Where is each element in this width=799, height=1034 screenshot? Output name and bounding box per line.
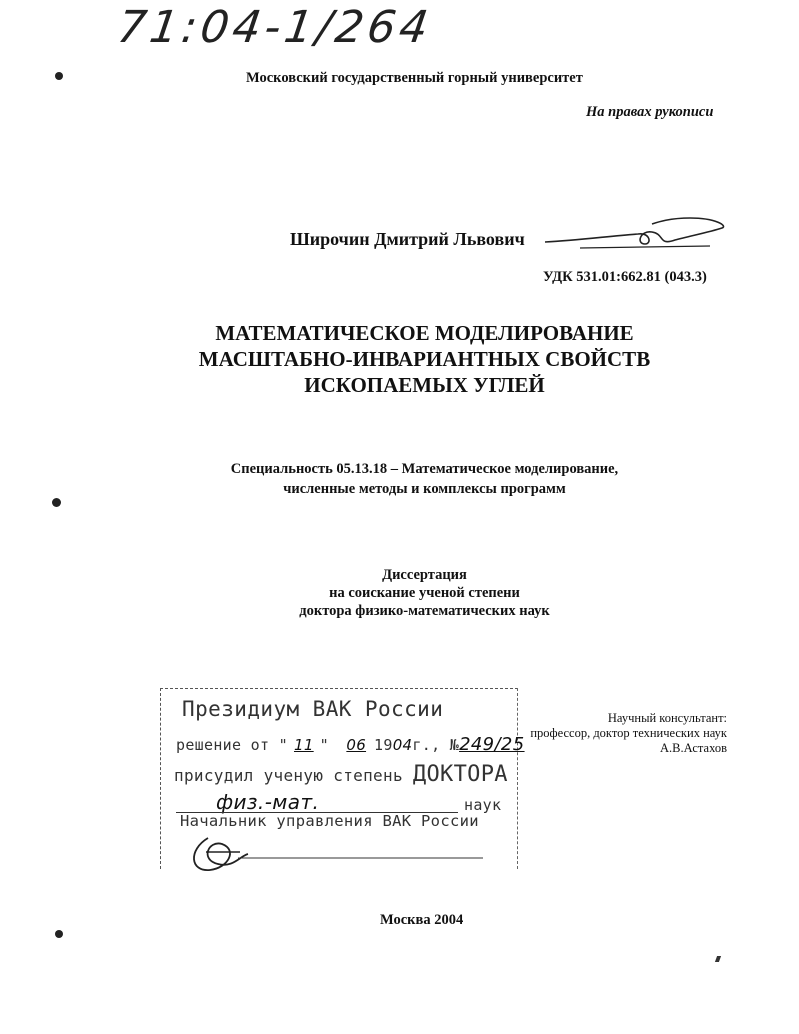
stamp-line-3	[174, 762, 508, 787]
author-name: Широчин Дмитрий Львович	[290, 229, 525, 249]
stamp-decision-number-label: г., №	[412, 736, 460, 754]
dissertation-descriptor	[0, 566, 799, 620]
title-line-2: МАСШТАБНО-ИНВАРИАНТНЫХ СВОЙСТВ	[198, 347, 651, 371]
title-line-3: ИСКОПАЕМЫХ УГЛЕЙ	[304, 373, 545, 397]
specialty	[0, 459, 799, 499]
title-line-1: МАТЕМАТИЧЕСКОЕ МОДЕЛИРОВАНИЕ	[215, 321, 634, 345]
dissertation-line-3: доктора физико-математических наук	[299, 603, 550, 619]
stamp-decision-month: 06	[346, 736, 367, 754]
university-name: Московский государственный горный университет	[246, 70, 583, 86]
consultant-name: А.В.Астахов	[660, 741, 727, 755]
stamp-signature	[178, 830, 488, 880]
stamp-line-1: Президиум ВАК России	[182, 697, 444, 721]
consultant-label: Научный консультант:	[607, 711, 727, 725]
stamp-decision-year: 04	[392, 736, 413, 754]
consultant-title: профессор, доктор технических наук	[530, 726, 727, 740]
dissertation-title	[0, 320, 799, 398]
stamp-decision-number: 249/25	[459, 734, 525, 755]
specialty-line-1: Специальность 05.13.18 – Математическое моделирование,	[230, 461, 619, 477]
manuscript-note: На правах рукописи	[586, 104, 714, 120]
stamp-decision-day: 11	[293, 736, 314, 754]
stamp-science-suffix: наук	[464, 796, 502, 814]
stamp-line-5: Начальник управления ВАК России	[180, 812, 479, 830]
stamp-science-field: физ.-мат.	[216, 790, 320, 814]
margin-mark-middle	[52, 498, 61, 507]
stamp-awarded-label: присудил ученую степень	[174, 766, 413, 785]
specialty-line-2: численные методы и комплексы программ	[283, 481, 566, 497]
margin-mark-bottom	[55, 930, 63, 938]
stamp-decision-quote: "	[319, 736, 330, 754]
consultant-block	[515, 711, 727, 756]
city-year: Москва 2004	[380, 912, 464, 928]
dissertation-line-2: на соискание ученой степени	[329, 585, 520, 601]
dissertation-line-1: Диссертация	[382, 567, 467, 583]
stamp-degree: ДОКТОРА	[412, 762, 508, 787]
stamp-line-2	[176, 734, 525, 755]
margin-mark-top	[55, 72, 63, 80]
stamp-decision-century: 19	[374, 736, 393, 754]
udk-code: УДК 531.01:662.81 (043.3)	[543, 269, 707, 285]
stray-mark	[715, 956, 721, 962]
archive-number: 71:04-1/264	[114, 2, 436, 53]
stamp-decision-prefix: решение от "	[176, 736, 288, 754]
author-signature	[540, 210, 730, 255]
